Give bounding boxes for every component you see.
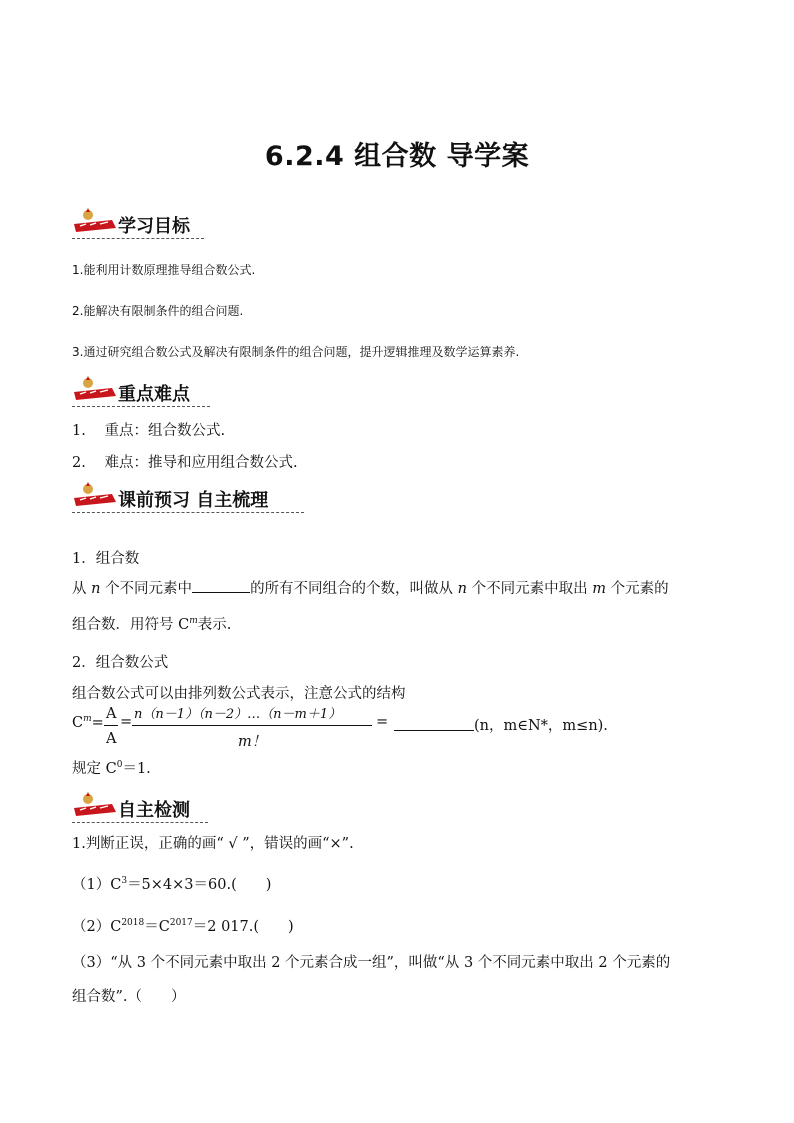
check-item-2 — [72, 915, 294, 936]
formula-lhs — [72, 714, 104, 731]
text-span: 个元素的 — [610, 581, 669, 597]
sup-zero: 0 — [116, 760, 123, 771]
section-title: 重点难点 — [118, 384, 190, 405]
section-underline — [72, 406, 210, 407]
key-point-item — [72, 419, 225, 440]
section-title: 学习目标 — [118, 216, 190, 237]
text-span: 表示. — [197, 617, 232, 633]
check-question: 1.判断正误，正确的画“ √ ”，错误的画“×”. — [72, 836, 354, 852]
equals-sign: = — [120, 714, 133, 730]
formula-conditions: (n，m∈N*，m≤n). — [474, 718, 608, 734]
text-span: C — [72, 714, 84, 731]
fraction-denominator: m！ — [238, 734, 267, 750]
preview-paragraph-2: 组合数公式可以由排列数公式表示，注意公式的结构 — [72, 686, 406, 702]
preview-paragraph-1 — [72, 577, 669, 598]
text-span: 个不同元素中取出 — [471, 581, 588, 597]
preview-heading-2: 2．组合数公式 — [72, 655, 169, 671]
key-point-item — [72, 451, 298, 472]
sup-3: 3 — [121, 876, 128, 887]
text-span: ＝2 017.( ) — [192, 919, 294, 935]
text-span: 规定 C — [72, 761, 117, 777]
key-point-text: 难点：推导和应用组合数公式. — [104, 455, 298, 471]
sup-2017: 2017 — [169, 918, 193, 929]
check-item-3-line-2: 组合数”.（ ） — [72, 989, 186, 1005]
text-span: 的所有不同组合的个数，叫做从 — [250, 581, 454, 597]
ribbon-badge-icon — [72, 790, 118, 822]
check-item-3-line-1: （3）“从 3 个不同元素中取出 2 个元素合成一组”，叫做“从 3 个不同元素中取出 2 个元素的 — [72, 955, 671, 971]
text-span: ＝5×4×3＝60.( ) — [127, 877, 272, 893]
equals-sign: = — [376, 714, 389, 730]
goal-item: 1.能利用计数原理推导组合数公式. — [72, 263, 256, 277]
var-n: n — [91, 581, 101, 597]
sup-m: m — [83, 714, 92, 724]
section-underline — [72, 822, 208, 823]
goal-item: 3.通过研究组合数公式及解决有限制条件的组合问题，提升逻辑推理及数学运算素养. — [72, 345, 520, 359]
section-underline — [72, 512, 304, 513]
preview-paragraph-1b — [72, 613, 231, 634]
fraction-bar — [104, 725, 118, 726]
text-span: ＝1. — [122, 761, 151, 777]
text-span: 从 — [72, 581, 87, 597]
ribbon-badge-icon — [72, 206, 118, 238]
fill-blank — [192, 578, 250, 593]
var-m: m — [592, 581, 606, 597]
section-underline — [72, 238, 204, 239]
key-point-num: 1. — [72, 423, 86, 439]
key-point-num: 2. — [72, 455, 86, 471]
sup-2018: 2018 — [121, 918, 145, 929]
check-item-1 — [72, 873, 271, 894]
ribbon-badge-icon — [72, 374, 118, 406]
text-span: ＝C — [144, 919, 170, 935]
fraction-a-denominator: A — [106, 731, 117, 747]
text-span: 组合数．用符号 C — [72, 617, 190, 633]
text-span: （2）C — [72, 919, 122, 935]
fraction-numerator: n（n－1）（n－2）…（n－m＋1） — [134, 707, 342, 722]
goal-item: 2.能解决有限制条件的组合问题. — [72, 304, 244, 318]
var-n: n — [457, 581, 468, 597]
text-span: （1）C — [72, 877, 122, 893]
ribbon-badge-icon — [72, 480, 118, 512]
key-point-text: 重点：组合数公式. — [104, 423, 226, 439]
text-span: = — [91, 714, 104, 731]
preview-heading-1: 1．组合数 — [72, 551, 140, 567]
rule-line — [72, 757, 151, 778]
page-title: 6.2.4 组合数 导学案 — [264, 141, 530, 172]
section-title: 自主检测 — [118, 800, 190, 821]
fraction-a-numerator: A — [106, 706, 117, 722]
text-span: 个不同元素中 — [105, 581, 193, 597]
sup-m: m — [189, 616, 198, 627]
section-title: 课前预习 自主梳理 — [118, 490, 269, 511]
fraction-bar — [132, 725, 372, 726]
fill-blank — [394, 716, 474, 731]
